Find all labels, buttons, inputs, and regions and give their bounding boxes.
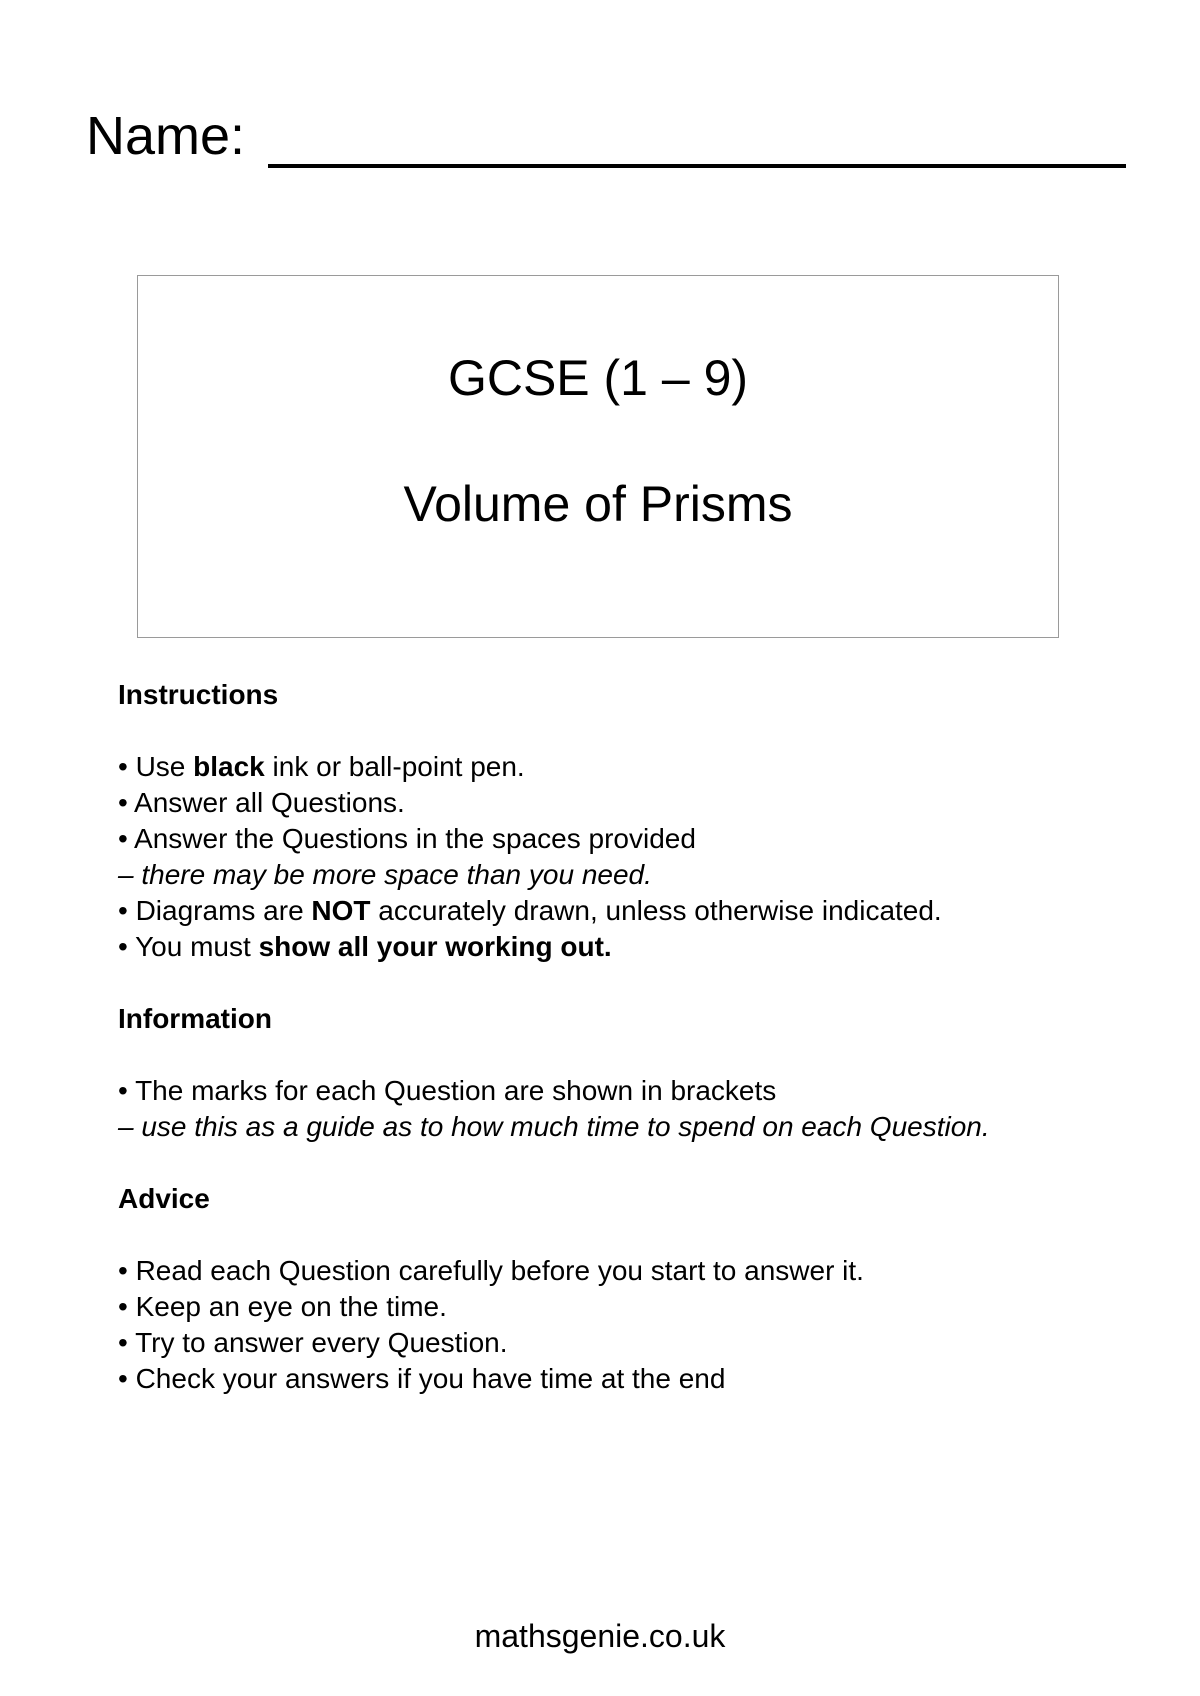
instruction-item-working bbox=[118, 930, 612, 964]
topic-title: Volume of Prisms bbox=[403, 476, 793, 532]
instruction-text: • Use bbox=[118, 751, 194, 782]
name-row bbox=[86, 104, 1126, 174]
instruction-text: accurately drawn, unless otherwise indicated. bbox=[370, 895, 942, 926]
instruction-emphasis: NOT bbox=[311, 895, 371, 926]
name-label: Name: bbox=[86, 106, 246, 166]
instruction-item-spaces: • Answer the Questions in the spaces provided bbox=[118, 823, 696, 854]
instruction-emphasis: show all your working out. bbox=[258, 931, 612, 962]
instruction-item-answer-all: • Answer all Questions. bbox=[118, 787, 405, 818]
instruction-emphasis: black bbox=[193, 751, 265, 782]
advice-item: • Read each Question carefully before you start to answer it. bbox=[118, 1255, 864, 1286]
instruction-item-ink bbox=[118, 750, 525, 784]
instruction-text: • Diagrams are bbox=[118, 895, 312, 926]
advice-item: • Check your answers if you have time at the end bbox=[118, 1363, 726, 1394]
name-answer-line[interactable] bbox=[268, 164, 1126, 168]
instruction-item-spaces-note: – there may be more space than you need. bbox=[118, 859, 652, 890]
information-heading: Information bbox=[118, 1003, 272, 1034]
information-item-marks: • The marks for each Question are shown in brackets bbox=[118, 1075, 777, 1106]
qualification-title: GCSE (1 – 9) bbox=[447, 350, 749, 406]
advice-heading: Advice bbox=[118, 1183, 210, 1214]
instructions-heading: Instructions bbox=[118, 679, 279, 710]
title-box bbox=[137, 275, 1059, 638]
footer-website: mathsgenie.co.uk bbox=[474, 1618, 726, 1654]
advice-item: • Keep an eye on the time. bbox=[118, 1291, 447, 1322]
advice-item: • Try to answer every Question. bbox=[118, 1327, 508, 1358]
information-item-guide: – use this as a guide as to how much time to spend on each Question. bbox=[118, 1111, 990, 1142]
instruction-text: • You must bbox=[118, 931, 259, 962]
instruction-text: ink or ball-point pen. bbox=[264, 751, 525, 782]
instruction-item-diagrams bbox=[118, 894, 942, 928]
